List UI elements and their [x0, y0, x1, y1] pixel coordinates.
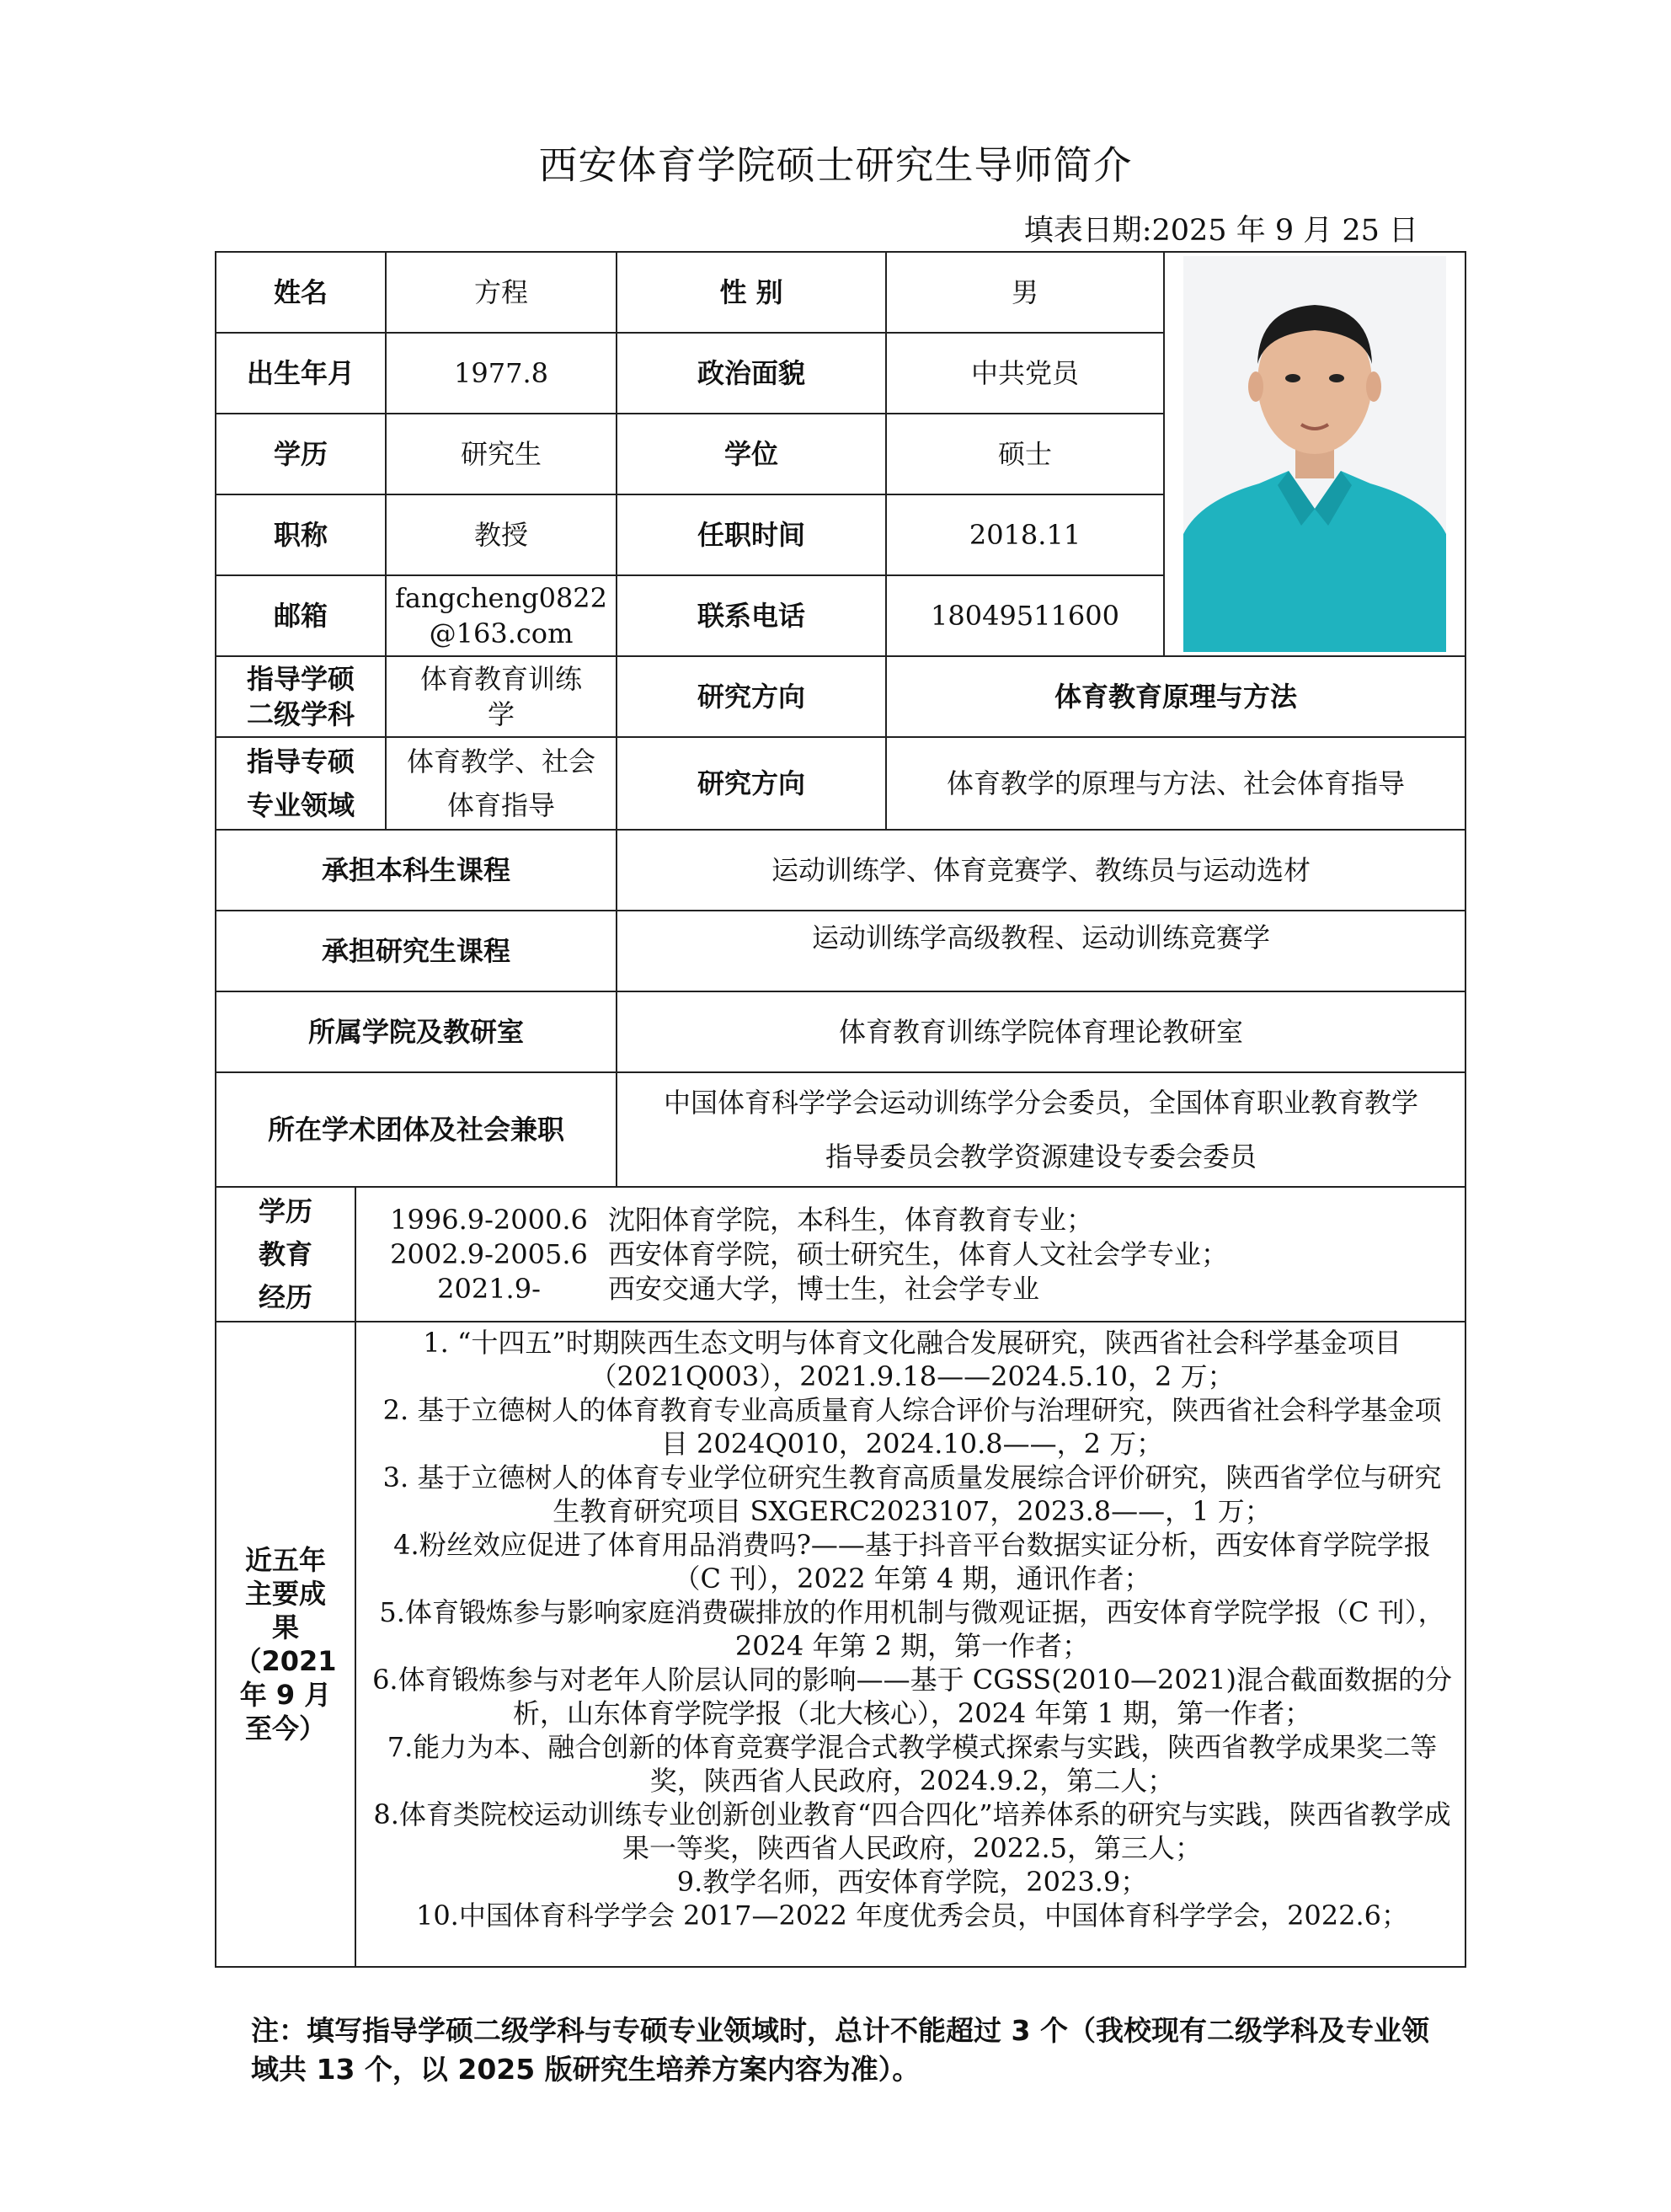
professional-field-value-line1: 体育教学、社会: [407, 745, 596, 777]
research-direction-1-label: 研究方向: [617, 656, 886, 737]
achievements-label-line2: 主要成: [244, 1578, 326, 1610]
phone-label: 联系电话: [617, 575, 886, 656]
appointed-value: 2018.11: [886, 494, 1164, 575]
profile-table: [215, 251, 1466, 1968]
name-label: 姓名: [216, 252, 386, 333]
list-item: [370, 1272, 1458, 1306]
academic-discipline-value-line2: 学: [488, 698, 515, 730]
list-item: 7.能力为本、融合创新的体育竞赛学混合式教学模式探索与实践，陕西省教学成果奖二等奖，陕西省人民政府，2024.9.2，第二人；: [387, 1731, 1438, 1797]
page-title: 西安体育学院硕士研究生导师简介: [538, 142, 1133, 188]
phone-value: 18049511600: [886, 575, 1164, 656]
portrait-image: [1183, 256, 1446, 652]
academic-discipline-label-line1: 指导学硕: [247, 663, 355, 695]
email-value-line1: fangcheng0822: [395, 582, 608, 614]
title-label: 职称: [216, 494, 386, 575]
email-value: [386, 575, 617, 656]
research-direction-2-label: 研究方向: [617, 737, 886, 830]
fill-date: 填表日期:2025 年 9 月 25 日: [1023, 214, 1418, 248]
birth-label: 出生年月: [216, 333, 386, 414]
achievements-label-line5: 至今）: [244, 1712, 326, 1744]
undergrad-courses-value: 运动训练学、体育竞赛学、教练员与运动选材: [617, 830, 1465, 911]
list-item: 2. 基于立德树人的体育教育专业高质量育人综合评价与治理研究，陕西省社会科学基金项目 2024Q010，2024.10.8——，2 万；: [382, 1394, 1442, 1460]
list-item: 3. 基于立德树人的体育专业学位研究生教育高质量发展综合评价研究，陕西省学位与研究生教育研究项目 SXGERC2023107，2023.8——，1 万；: [382, 1461, 1442, 1527]
education-period: 1996.9-2000.6: [390, 1203, 588, 1236]
list-item: 5.体育锻炼参与影响家庭消费碳排放的作用机制与微观证据，西安体育学院学报（C 刊），2024 年第 2 期，第一作者；: [379, 1596, 1445, 1662]
list-item: [370, 1237, 1458, 1272]
portrait-photo: [1183, 256, 1446, 652]
societies-value-line2: 指导委员会教学资源建设专委会委员: [825, 1141, 1257, 1173]
achievements-list: [355, 1322, 1465, 1967]
education-detail: 西安交通大学，博士生，社会学专业: [608, 1272, 1040, 1305]
professional-field-label: [216, 737, 386, 830]
degree-value: 硕士: [886, 414, 1164, 494]
professional-field-value: [386, 737, 617, 830]
education-value: 研究生: [386, 414, 617, 494]
gender-value: 男: [886, 252, 1164, 333]
photo-cell: [1164, 252, 1465, 656]
societies-value: [617, 1072, 1465, 1187]
academic-discipline-label: [216, 656, 386, 737]
birth-value: 1977.8: [386, 333, 617, 414]
societies-label: 所在学术团体及社会兼职: [216, 1072, 617, 1187]
achievements-label-line1: 近五年: [244, 1544, 326, 1576]
education-history-label-line1: 学历: [258, 1194, 312, 1227]
department-value: 体育教育训练学院体育理论教研室: [617, 991, 1465, 1072]
education-detail: 西安体育学院，硕士研究生，体育人文社会学专业；: [608, 1237, 1229, 1270]
education-period: 2002.9-2005.6: [390, 1237, 588, 1270]
academic-discipline-label-line2: 二级学科: [247, 698, 355, 730]
societies-value-line1: 中国体育科学学会运动训练学分会委员，全国体育职业教育教学: [664, 1087, 1419, 1119]
footer-note: 注：填写指导学硕二级学科与专硕专业领域时，总计不能超过 3 个（我校现有二级学科及专业领域共 13 个，以 2025 版研究生培养方案内容为准）。: [251, 2014, 1429, 2086]
degree-label: 学位: [617, 414, 886, 494]
grad-courses-value: 运动训练学高级教程、运动训练竞赛学: [617, 911, 1465, 991]
professional-field-label-line2: 专业领域: [247, 789, 355, 821]
political-value: 中共党员: [886, 333, 1164, 414]
education-period: 2021.9-: [437, 1272, 541, 1305]
achievements-label: [216, 1322, 355, 1967]
email-value-line2: @163.com: [429, 617, 574, 649]
education-history-list: [355, 1187, 1465, 1322]
education-detail: 沈阳体育学院，本科生，体育教育专业；: [608, 1203, 1094, 1236]
political-label: 政治面貌: [617, 333, 886, 414]
education-history-label-line3: 经历: [258, 1280, 312, 1313]
achievements-label-line4: 年 9 月: [239, 1679, 332, 1711]
education-history-label: [216, 1187, 355, 1322]
research-direction-2-value: 体育教学的原理与方法、社会体育指导: [886, 737, 1465, 830]
gender-label: 性 别: [617, 252, 886, 333]
name-value: 方程: [386, 252, 617, 333]
grad-courses-label: 承担研究生课程: [216, 911, 617, 991]
list-item: 6.体育锻炼参与对老年人阶层认同的影响——基于 CGSS(2010—2021)混合截面数据的分析，山东体育学院学报（北大核心），2024 年第 1 期，第一作者；: [372, 1664, 1452, 1729]
education-history-label-line2: 教育: [258, 1237, 312, 1270]
academic-discipline-value-line1: 体育教育训练: [420, 663, 583, 695]
list-item: [370, 1203, 1458, 1237]
list-item: 9.教学名师，西安体育学院，2023.9；: [676, 1866, 1148, 1898]
academic-discipline-value: [386, 656, 617, 737]
appointed-label: 任职时间: [617, 494, 886, 575]
education-label: 学历: [216, 414, 386, 494]
list-item: 1. “十四五”时期陕西生态文明与体育文化融合发展研究，陕西省社会科学基金项目（2021Q003），2021.9.18——2024.5.10，2 万；: [423, 1327, 1401, 1392]
list-item: 8.体育类院校运动训练专业创新创业教育“四合四化”培养体系的研究与实践，陕西省教学成果一等奖，陕西省人民政府，2022.5，第三人；: [373, 1798, 1451, 1864]
professional-field-value-line2: 体育指导: [447, 789, 556, 821]
undergrad-courses-label: 承担本科生课程: [216, 830, 617, 911]
email-label: 邮箱: [216, 575, 386, 656]
list-item: 10.中国体育科学学会 2017—2022 年度优秀会员，中国体育科学学会，2022.6；: [415, 1899, 1409, 1931]
title-value: 教授: [386, 494, 617, 575]
achievements-label-line3: 果（2021: [234, 1611, 337, 1677]
list-item: 4.粉丝效应促进了体育用品消费吗?——基于抖音平台数据实证分析，西安体育学院学报（C 刊），2022 年第 4 期，通讯作者；: [393, 1529, 1431, 1595]
department-label: 所属学院及教研室: [216, 991, 617, 1072]
professional-field-label-line1: 指导专硕: [247, 745, 355, 777]
research-direction-1-value: 体育教育原理与方法: [886, 656, 1465, 737]
